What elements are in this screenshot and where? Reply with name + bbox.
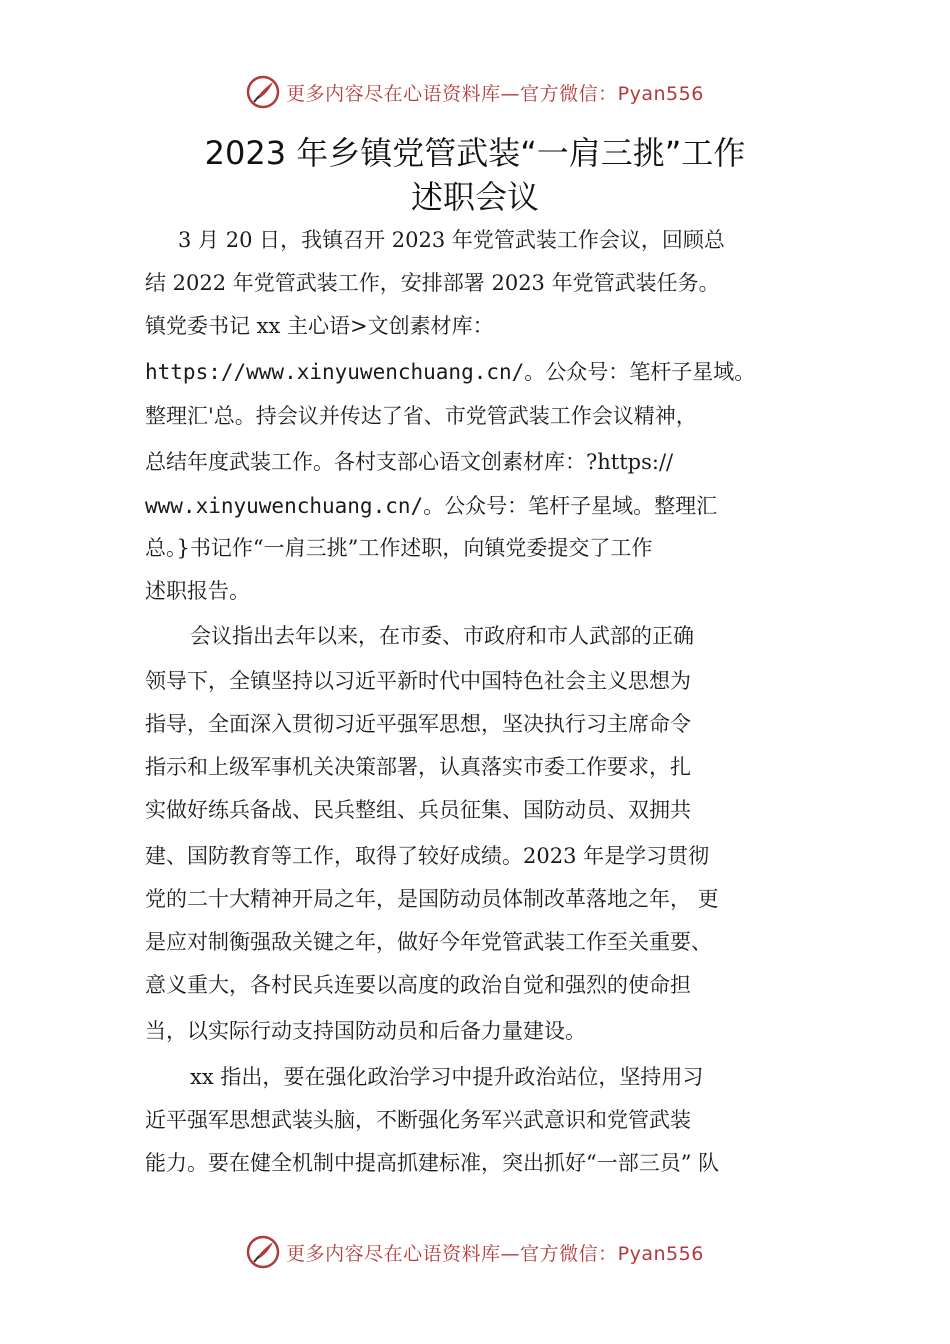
header-banner-text: 更多内容尽在心语资料库—官方微信：Pyan556 [286,82,704,105]
text-line: 结 2022 年党管武装工作，安排部署 2023 年党管武装任务。 [145,271,720,295]
text-line: xx 指出，要在强化政治学习中提升政治站位，坚持用习 [190,1065,704,1089]
text-line: 总。}书记作“一肩三挑”工作述职，向镇党委提交了工作 [145,536,653,560]
text-line: 意义重大，各村民兵连要以高度的政治自觉和强烈的使命担 [145,973,691,997]
document-title-line-2: 述职会议 [410,178,539,216]
text-line: 述职报告。 [145,579,250,603]
quill-logo-icon [246,75,280,109]
text-line: 近平强军思想武装头脑，不断强化务军兴武意识和党管武装 [145,1108,691,1132]
text-line: 指示和上级军事机关决策部署，认真落实市委工作要求，扎 [145,755,691,779]
text-line: 党的二十大精神开局之年，是国防动员体制改革落地之年， 更 [145,887,719,911]
footer-banner [0,1232,950,1272]
text-line: 总结年度武装工作。各村支部心语文创素材库：?https:// [145,450,674,474]
text-line: 实做好练兵备战、民兵整组、兵员征集、国防动员、双拥共 [145,798,691,822]
text-line: 会议指出去年以来，在市委、市政府和市人武部的正确 [190,624,694,648]
text-line: https://www.xinyuwenchuang.cn/。公众号：笔杆子星域。 [145,360,756,384]
text-line: www.xinyuwenchuang.cn/。公众号：笔杆子星域。整理汇 [145,494,718,518]
header-banner [0,72,950,112]
text-line: 能力。要在健全机制中提高抓建标准，突出抓好“一部三员” 队 [145,1151,720,1175]
document-title-line-1: 2023 年乡镇党管武装“一肩三挑”工作 [204,134,746,172]
text-line: 指导，全面深入贯彻习近平强军思想，坚决执行习主席命令 [145,712,691,736]
text-line: 整理汇'总。持会议并传达了省、市党管武装工作会议精神， [145,404,697,428]
text-line: 建、国防教育等工作，取得了较好成绩。2023 年是学习贯彻 [145,844,710,868]
text-line: 当，以实际行动支持国防动员和后备力量建设。 [145,1019,586,1043]
text-line: 镇党委书记 xx 主心语>文创素材库： [145,314,494,338]
quill-logo-icon [246,1235,280,1269]
text-line: 领导下，全镇坚持以习近平新时代中国特色社会主义思想为 [145,669,691,693]
text-line: 是应对制衡强敌关键之年，做好今年党管武装工作至关重要、 [145,930,712,954]
footer-banner-text: 更多内容尽在心语资料库—官方微信：Pyan556 [286,1242,704,1265]
text-line: 3 月 20 日，我镇召开 2023 年党管武装工作会议，回顾总 [178,228,725,252]
